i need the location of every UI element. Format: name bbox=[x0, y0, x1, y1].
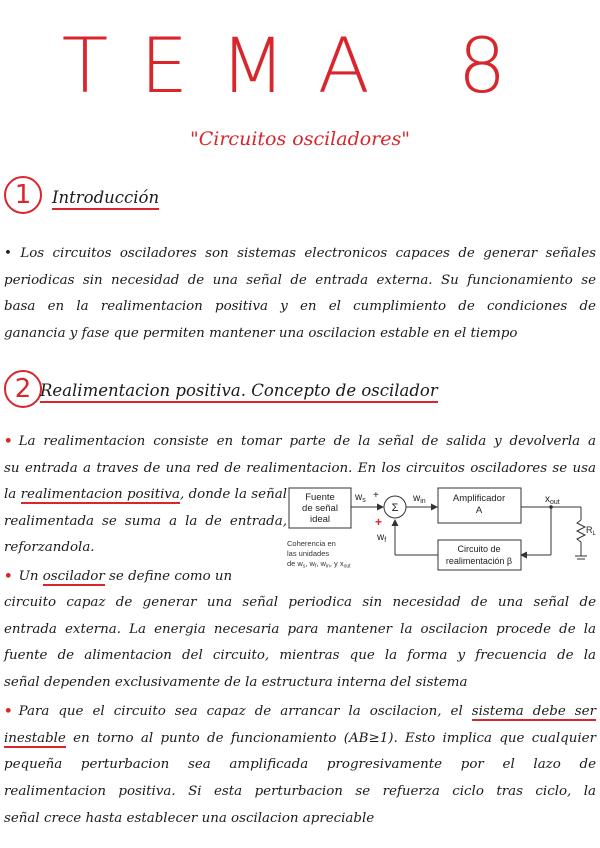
bullet-icon: • bbox=[4, 568, 13, 584]
feedback-line-4: realimentada se suma a la de entrada, bbox=[4, 513, 287, 529]
page-title: TEMA 8 bbox=[61, 21, 539, 110]
instability-line-2: inestable en torno al punto de funcionamiento (AB≥1). Esto implica que cualquier bbox=[4, 730, 596, 746]
unstable-term: inestable bbox=[4, 730, 66, 746]
xout-label: $x_{out}$ bbox=[545, 494, 560, 506]
oscillator-term: oscilador bbox=[42, 569, 105, 584]
source-label-1: Fuente bbox=[305, 492, 335, 503]
feedback-narrow-paragraph bbox=[4, 482, 287, 562]
note-line-3: de $w_s$, $w_f$, $w_{in}$, y $x_{out}$ bbox=[287, 559, 351, 570]
fb-label-1: Circuito de bbox=[457, 544, 501, 554]
feedback-line-2: su entrada a traves de una red de realimentacion. En los circuitos osciladores se usa bbox=[4, 460, 596, 476]
amp-label-1: Amplificador bbox=[452, 493, 506, 504]
fb-label-2: realimentación β bbox=[445, 556, 513, 566]
oscillator-paragraph bbox=[4, 590, 596, 697]
section-number-1: 1 bbox=[4, 176, 42, 214]
feedback-line-3: la realimentacion positiva, donde la señal bbox=[4, 487, 287, 502]
bullet-icon: • bbox=[4, 433, 13, 449]
intro-line-1: • Los circuitos osciladores son sistemas electronicos capaces de generar señales bbox=[4, 246, 596, 261]
section-heading-1: Introducción bbox=[52, 188, 159, 210]
instability-line-5: señal crece hasta establecer una oscilacion apreciable bbox=[4, 810, 375, 826]
intro-line-3: basa en la realimentacion positiva y en el cumplimiento de condiciones de bbox=[4, 299, 596, 315]
wf-label: $w_f$ bbox=[377, 532, 387, 544]
feedback-block-diagram bbox=[285, 482, 595, 574]
plus-bottom: + bbox=[375, 515, 383, 529]
oscillator-line-3: fuente de alimentacion del circuito, mientras que la forma y frecuencia de la bbox=[4, 648, 596, 664]
intro-line-2: periodicas sin necesidad de una señal de entrada externa. Su funcionamiento se bbox=[4, 272, 596, 288]
unstable-system-term: sistema debe ser bbox=[471, 704, 597, 719]
feedback-paragraph bbox=[4, 428, 596, 482]
feedback-line-1: • La realimentacion consiste en tomar parte de la señal de salida y devolverla a bbox=[4, 433, 596, 449]
rl-label: $R_L$ bbox=[586, 525, 596, 537]
feedback-line-5: reforzandola. bbox=[4, 540, 95, 556]
section-number-2: 2 bbox=[4, 370, 42, 408]
resistor-icon bbox=[577, 520, 585, 542]
source-label-3: ideal bbox=[309, 514, 331, 525]
instability-line-1: • Para que el circuito sea capaz de arrancar la oscilacion, el sistema debe ser bbox=[4, 703, 597, 719]
oscillator-line-4: señal dependen exclusivamente de la estructura interna del sistema bbox=[4, 675, 468, 691]
instability-line-4: realimentacion positiva. Si esta perturbacion se refuerza ciclo tras ciclo, la bbox=[4, 784, 596, 800]
oscillator-def-first: • Un oscilador se define como un bbox=[4, 568, 233, 584]
amp-label-2: A bbox=[475, 505, 483, 516]
win-label: $w_{in}$ bbox=[413, 493, 426, 505]
oscillator-line-2: entrada externa. La energia necesaria para mantener la oscilacion procede de la bbox=[4, 621, 596, 637]
section-heading-2: Realimentacion positiva. Concepto de oscilador bbox=[40, 381, 438, 403]
instability-paragraph bbox=[4, 698, 596, 833]
oscillator-line-1: circuito capaz de generar una señal periodica sin necesidad de una señal de bbox=[4, 595, 596, 610]
page-subtitle: "Circuitos osciladores" bbox=[190, 128, 410, 150]
intro-line-4: ganancia y fase que permiten mantener una oscilacion estable en el tiempo bbox=[4, 326, 518, 342]
source-label-2: de señal bbox=[302, 503, 338, 514]
note-line-1: Coherencia en bbox=[287, 539, 336, 548]
positive-feedback-term: realimentacion positiva bbox=[20, 487, 180, 502]
instability-line-3: pequeña perturbacion sea amplificada progresivamente por el lazo de bbox=[4, 757, 596, 773]
intro-paragraph bbox=[4, 241, 596, 348]
bullet-icon: • bbox=[4, 703, 13, 719]
note-line-2: las unidades bbox=[287, 549, 330, 558]
sum-symbol: Σ bbox=[391, 502, 399, 514]
plus-top: + bbox=[373, 490, 379, 501]
ws-label: $w_s$ bbox=[355, 492, 366, 504]
diagram-svg bbox=[285, 482, 595, 574]
